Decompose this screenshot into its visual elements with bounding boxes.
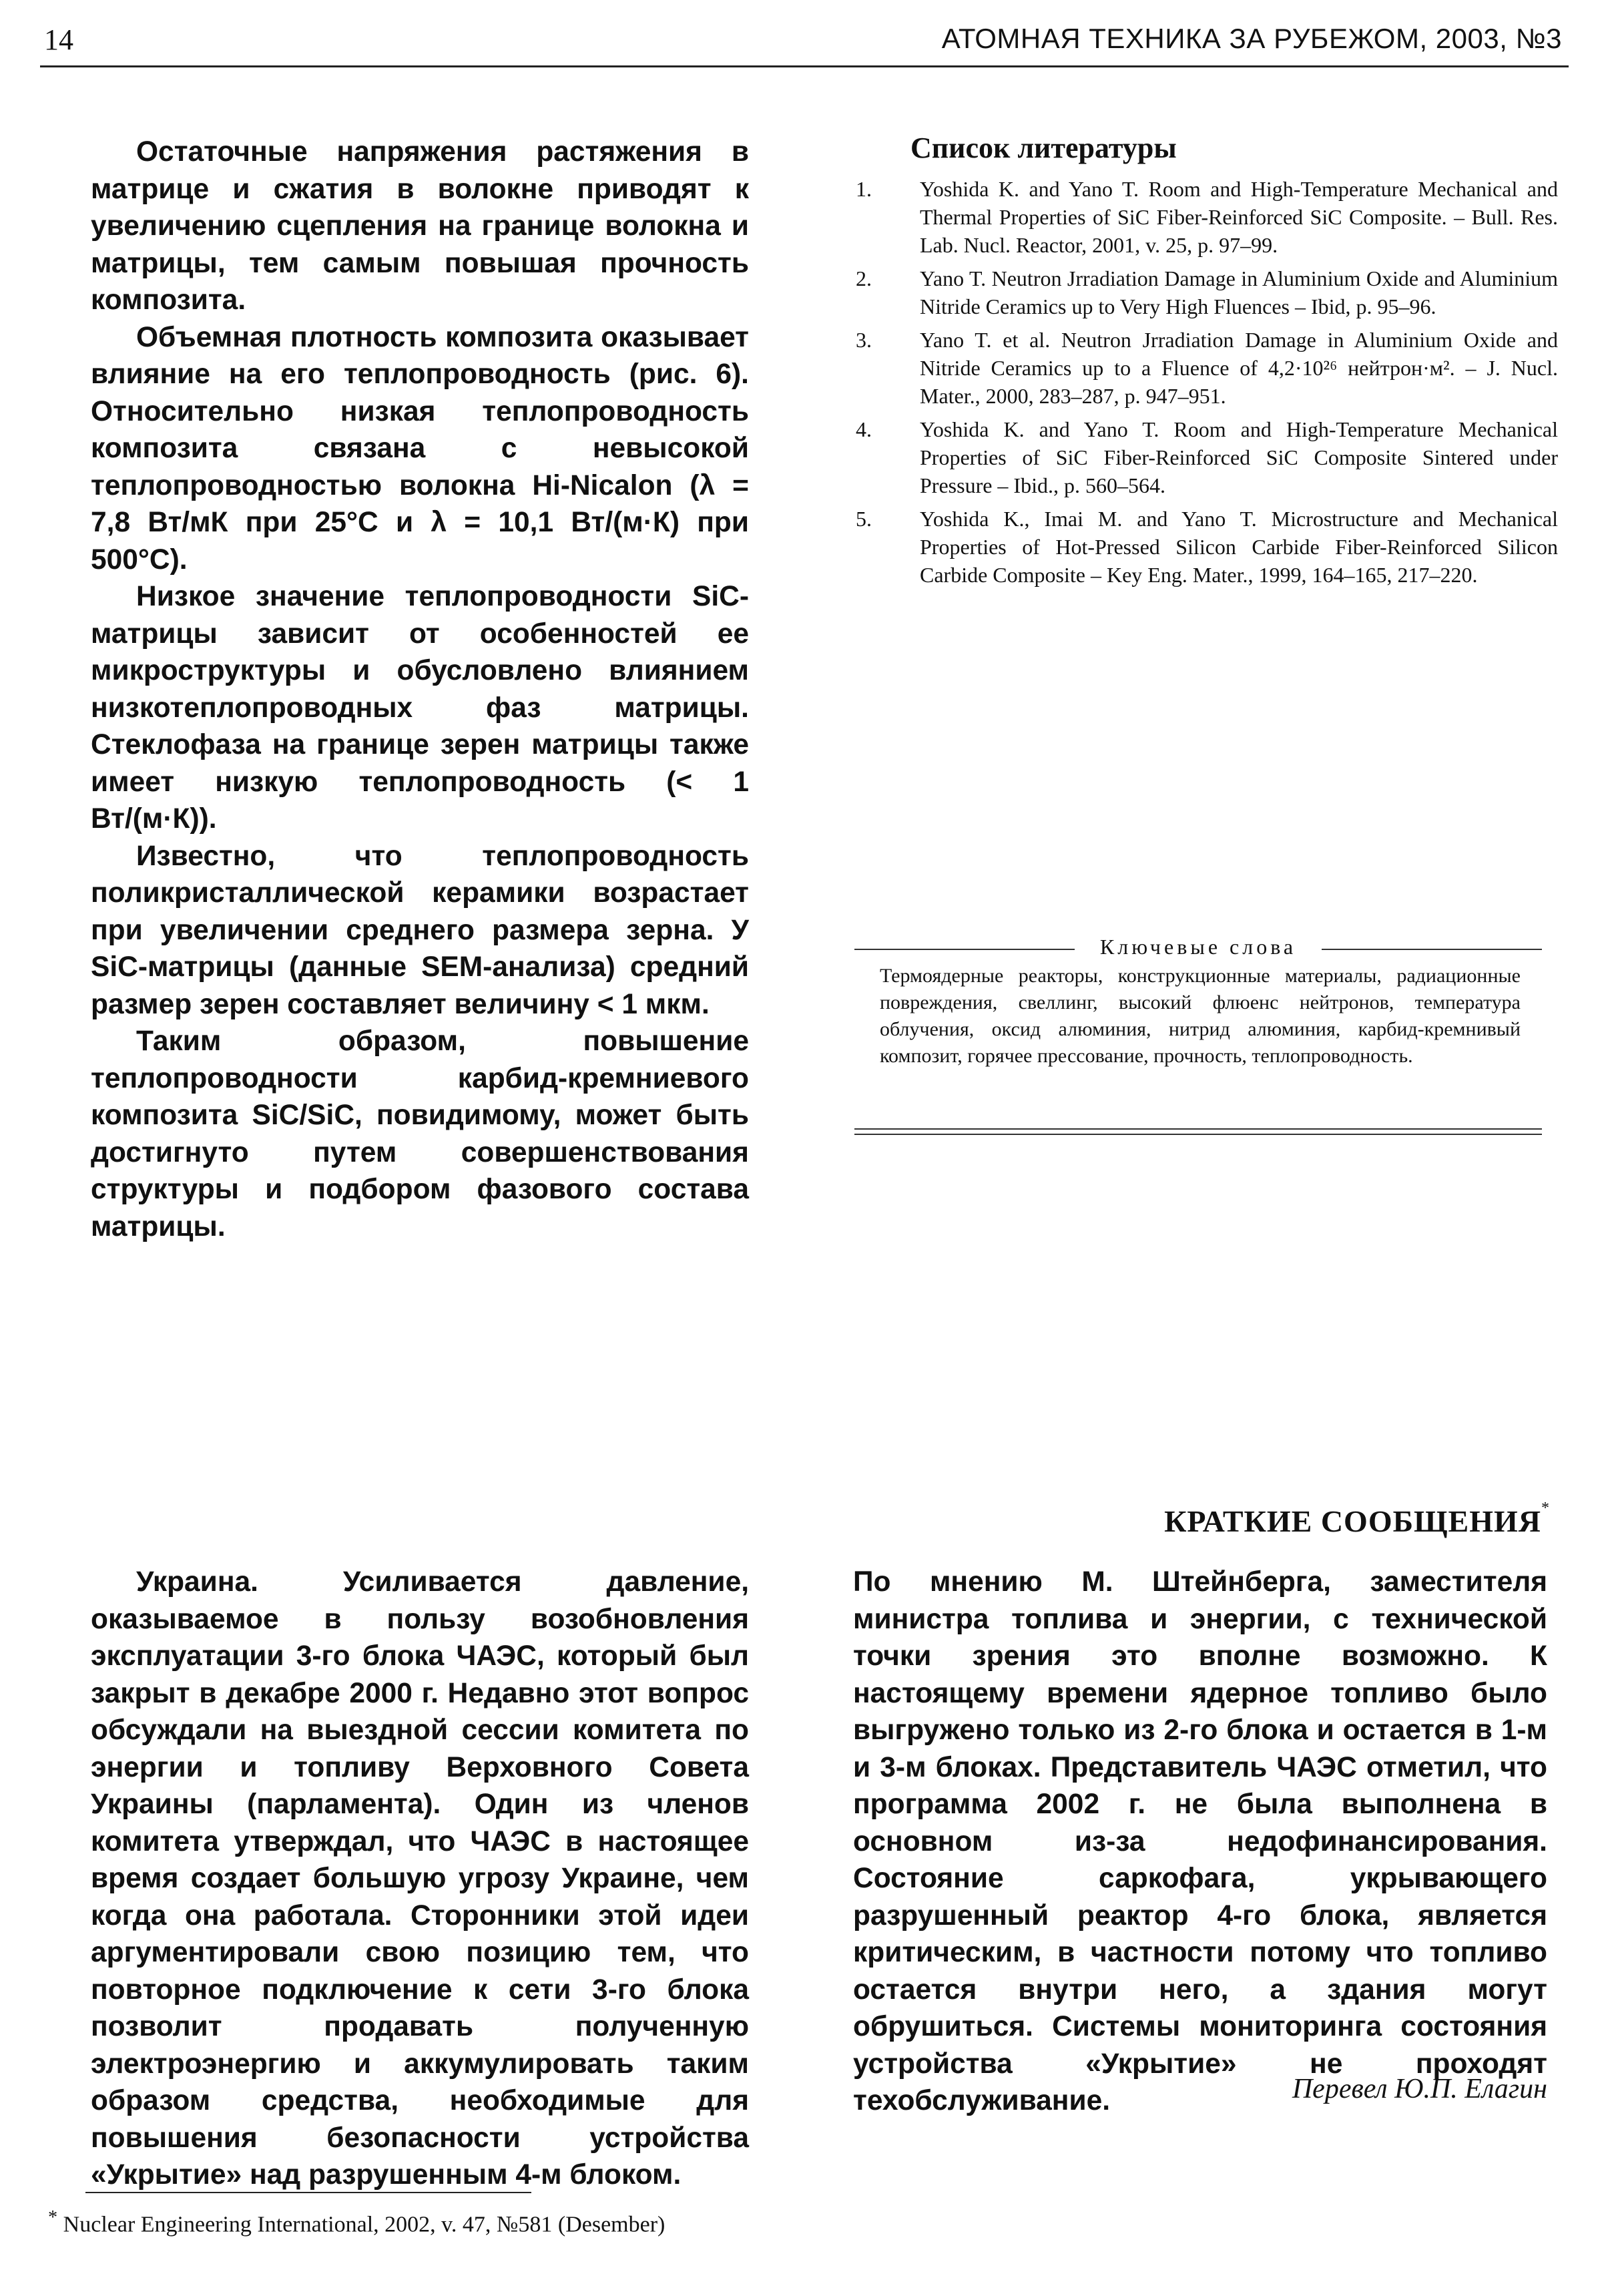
keywords-rule-left [854,949,1075,950]
reference-text: Yoshida K. and Yano T. Room and High-Temperature Mechanical and Thermal Properties of SiC Fiber-Reinforced SiC Composite. – Bull. Res. Lab. Nucl. Reactor, 2001, v. 25, p. 97–99. [920,177,1558,257]
reference-item [856,415,1558,499]
keywords-heading [854,935,1542,961]
header-rule [40,65,1569,67]
keywords-rule-bottom-2 [854,1134,1542,1135]
reference-number: 2. [856,266,872,290]
reference-item [856,175,1558,259]
news-lead: Украина. [136,1566,258,1598]
reference-text: Yoshida K., Imai M. and Yano T. Microstructure and Mechanical Properties of Hot-Pressed Silicon Carbide Fiber-Reinforced Silicon Carbide Composite – Key Eng. Mater., 1999, 164–165, 217–220. [920,507,1558,587]
section-title [1164,1500,1550,1539]
news-text-right: По мнению М. Штейнберга, заместителя министра топлива и энергии, с технической точки зрения это вполне возможно. К настоящему времени ядерное топливо было выгружено только из 2-го блока и остается в 1-м и 3-м блоках. Представитель ЧАЭС отметил, что программа 2002 г. не была выполнена в основном из-за недофинансирования. Состояние саркофага, укрывающего разрушенный реактор 4-го блока, является критическим, в частности потому что топливо остается внутри него, а здания могут обрушиться. Системы мониторинга состояния устройства «Укрытие» не проходят техобслуживание. [853,1566,1547,2116]
article-text-left [91,134,749,1245]
section-title-marker: * [1541,1500,1550,1517]
keywords-text: Термоядерные реакторы, конструкционные материалы, радиационные повреждения, свеллинг, высокий флюенс нейтронов, температура облучения, оксид алюминия, нитрид алюминия, карбид-кремнивый композит, горячее прессование, прочность, теплопроводность. [880,965,1521,1067]
reference-text: Yano T. et al. Neutron Jrradiation Damage in Aluminium Oxide and Nitride Ceramics up to a Fluence of 4,2·10²⁶ нейтрон·м². – J. Nucl. Mater., 2000, 283–287, p. 947–951. [920,328,1558,408]
references-title: Список литературы [910,132,1177,164]
paragraph: Низкое значение теплопроводности SiC-матрицы зависит от особенностей ее микроструктуры и обусловлено влиянием низкотеплопроводных фаз матрицы. Стеклофаза на границе зерен матрицы также имеет низкую теплопроводность (< 1 Вт/(м·К)). [91,581,749,835]
reference-number: 5. [856,507,872,531]
footnote-marker: * [48,2207,58,2228]
footnote [48,2207,665,2237]
page-number: 14 [44,23,73,56]
reference-item [856,264,1558,320]
footnote-rule [85,2192,531,2193]
paragraph: Остаточные напряжения растяжения в матрице и сжатия в волокне приводят к увеличению сцепления на границе волокна и матрицы, тем самым повышая прочность композита. [91,136,749,316]
translator-credit: Перевел Ю.П. Елагин [1292,2074,1547,2104]
reference-item [856,326,1558,410]
reference-number: 1. [856,177,872,201]
running-title: АТОМНАЯ ТЕХНИКА ЗА РУБЕЖОМ, 2003, №3 [941,23,1562,54]
section-title-text: КРАТКИЕ СООБЩЕНИЯ [1164,1504,1541,1538]
news-text-left [91,1564,749,2194]
keywords-label: Ключевые слова [1099,935,1297,959]
reference-text: Yoshida K. and Yano T. Room and High-Temperature Mechanical Properties of SiC Fiber-Reinforced SiC Composite Sintered under Pressure – Ibid., p. 560–564. [920,417,1558,497]
reference-number: 3. [856,328,872,352]
keywords-rule-bottom [854,1128,1542,1130]
reference-number: 4. [856,417,872,441]
references-list [856,175,1558,594]
paragraph: Объемная плотность композита оказывает влияние на его теплопроводность (рис. 6). Относительно низкая теплопроводность композита связана с невысокой теплопроводностью волокна Hi-Nicalon (λ = 7,8 Вт/мК при 25°С и λ = 10,1 Вт/(м·К) при 500°С). [91,321,749,576]
footnote-text: Nuclear Engineering International, 2002, v. 47, №581 (Desember) [63,2212,665,2237]
paragraph: Таким образом, повышение теплопроводности карбид-кремниевого композита SiC/SiC, повидимому, может быть достигнуто путем совершенствования структуры и подбором фазового состава матрицы. [91,1025,749,1242]
paragraph: Известно, что теплопроводность поликристаллической керамики возрастает при увеличении среднего размера зерна. У SiC-матрицы (данные SEM-анализа) средний размер зерен составляет величину < 1 мкм. [91,840,749,1020]
news-body-left: Усиливается давление, оказываемое в пользу возобновления эксплуатации 3-го блока ЧАЭС, который был закрыт в декабре 2000 г. Недавно этот вопрос обсуждали на выездной сессии комитета по энергии и топливу Верховного Совета Украины (парламента). Один из членов комитета утверждал, что ЧАЭС в настоящее время создает большую угрозу Украине, чем когда она работала. Сторонники этой идеи аргументировали свою позицию тем, что повторное подключение к сети 3-го блока позволит продавать полученную электроэнергию и аккумулировать таким образом средства, необходимые для повышения безопасности устройства «Укрытие» над разрушенным 4-м блоком. [91,1566,750,2191]
reference-text: Yano T. Neutron Jrradiation Damage in Aluminium Oxide and Aluminium Nitride Ceramics up to Very High Fluences – Ibid, p. 95–96. [920,266,1558,318]
reference-item [856,505,1558,589]
keywords-rule-right [1322,949,1542,950]
